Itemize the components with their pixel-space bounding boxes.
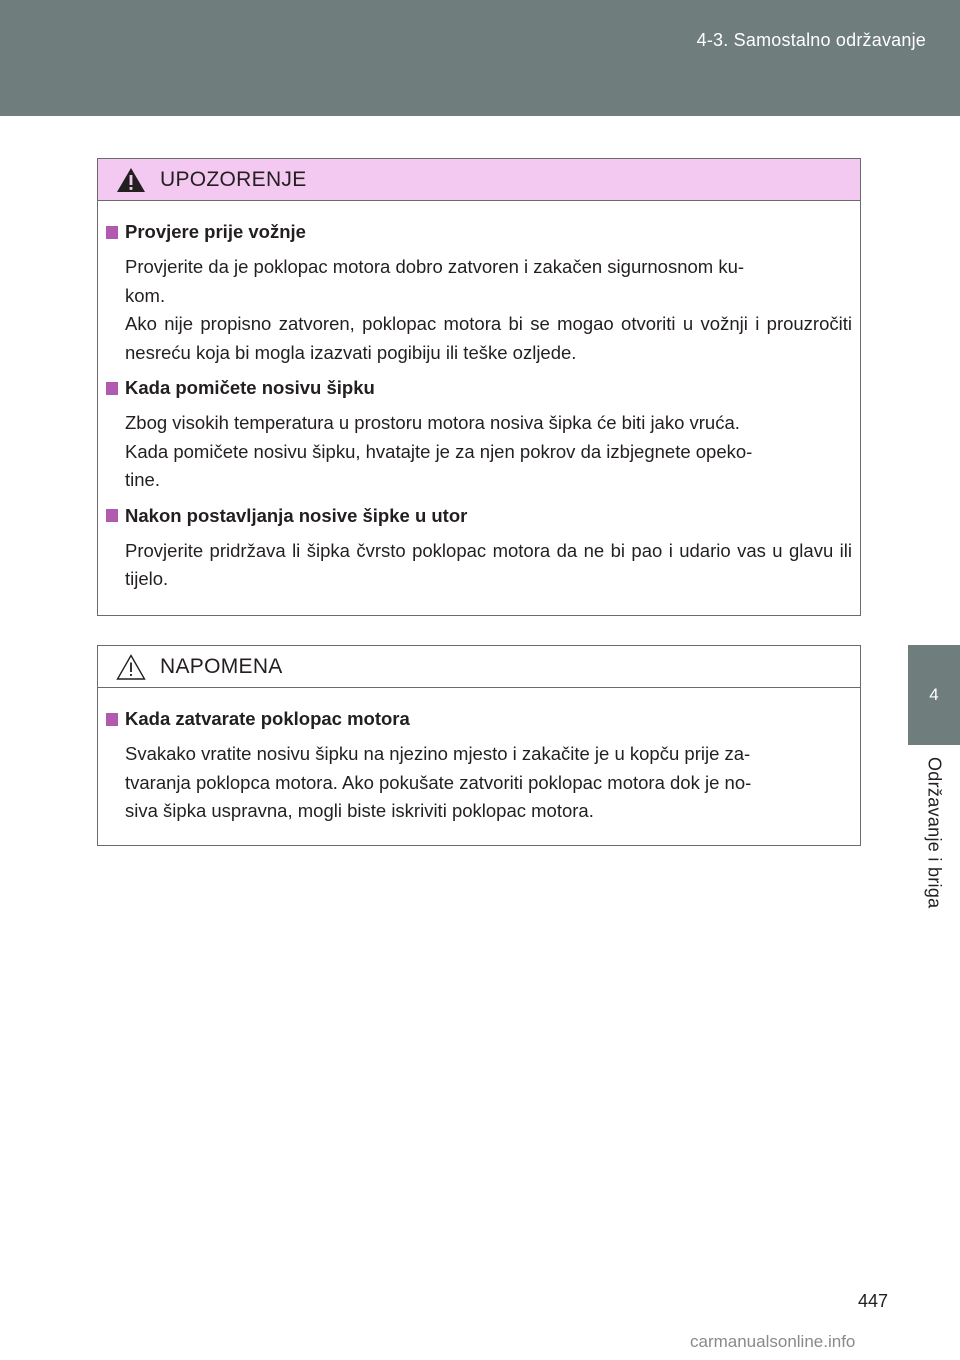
- warning-paragraph-3: Provjerite pridržava li šipka čvrsto poklopac motora da ne bi pao i udario vas u glavu ili tijelo.: [125, 539, 852, 589]
- warning-title: UPOZORENJE: [160, 167, 307, 191]
- warning-heading-3: Nakon postavljanja nosive šipke u utor: [106, 503, 852, 529]
- warning-header: [98, 159, 860, 201]
- top-header-bar: [0, 0, 960, 116]
- watermark-text: carmanualsonline.info: [690, 1332, 856, 1351]
- page-number: 447: [858, 1291, 889, 1311]
- warning-heading-2: Kada pomičete nosivu šipku: [106, 375, 852, 401]
- chapter-tab-label: [908, 745, 960, 935]
- warning-box: [97, 158, 861, 616]
- warning-paragraph-1: Provjerite da je poklopac motora dobro zatvoren i zakačen sigurnosnom ku- kom. Ako nije propisno zatvoren, poklopac motora bi se mogao otvoriti u vožnji i prouzročiti nesreću koja bi mogla izazvati pogibiju ili teške ozljede.: [125, 256, 852, 363]
- notice-title: NAPOMENA: [160, 654, 283, 678]
- chapter-tab-label-text: Održavanje i briga: [924, 757, 945, 909]
- warning-heading-1: Provjere prije vožnje: [106, 219, 852, 245]
- bullet-square-icon: [106, 382, 118, 395]
- bullet-square-icon: [106, 713, 118, 726]
- notice-body: [98, 688, 860, 854]
- chapter-tab-number: 4: [908, 645, 960, 745]
- warning-paragraph-2: Zbog visokih temperatura u prostoru motora nosiva šipka će biti jako vruća. Kada pomičete nosivu šipku, hvatajte je za njen pokrov da izbjegnete opeko- tine.: [125, 412, 753, 490]
- bullet-square-icon: [106, 509, 118, 522]
- notice-header: [98, 646, 860, 688]
- warning-body: [98, 201, 860, 622]
- bullet-square-icon: [106, 226, 118, 239]
- notice-paragraph-1: Svakako vratite nosivu šipku na njezino mjesto i zakačite je u kopču prije za- tvaranja poklopca motora. Ako pokušate zatvoriti poklopac motora dok je no- siva šipka uspravna, mogli biste iskriviti poklopac motora.: [125, 743, 752, 821]
- warning-triangle-icon: [116, 167, 148, 193]
- notice-heading-1: Kada zatvarate poklopac motora: [106, 706, 852, 732]
- caution-triangle-outline-icon: [116, 654, 148, 680]
- section-title: 4-3. Samostalno održavanje: [696, 30, 926, 50]
- notice-box: [97, 645, 861, 846]
